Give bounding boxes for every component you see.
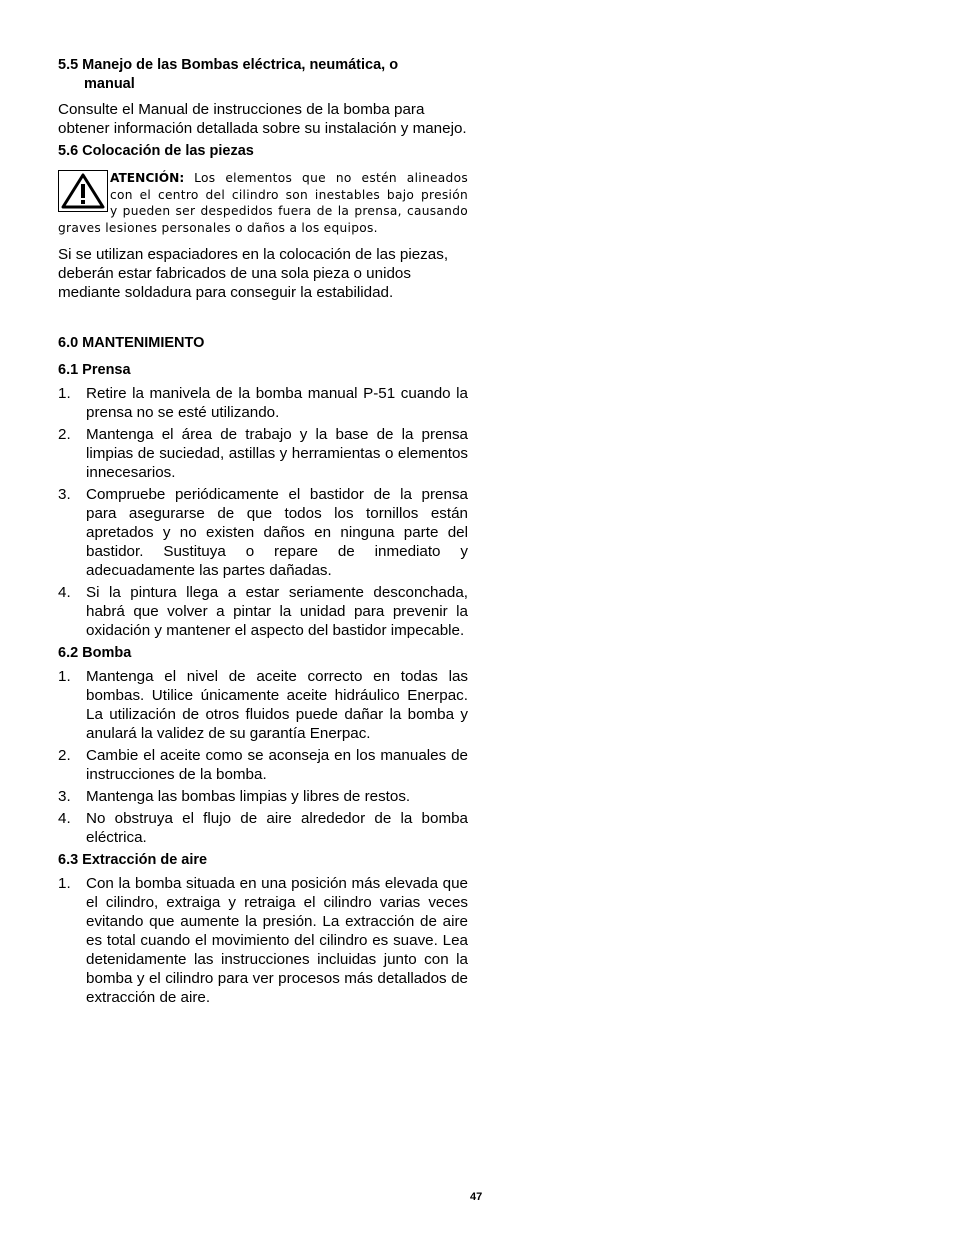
list-item-text: Cambie el aceite como se aconseja en los manuales de instrucciones de la bomba. — [86, 746, 468, 783]
list-item-text: Retire la manivela de la bomba manual P-51 cuando la prensa no se esté utilizando. — [86, 384, 468, 421]
section-5-5-title-line2: manual — [84, 76, 135, 92]
list-item-number: 3. — [58, 787, 71, 805]
warning-line-1 — [58, 170, 468, 187]
list-item-text: Con la bomba situada en una posición más elevada que el cilindro, extraiga y retraiga el cilindro varias veces evitando que aumente la presión. La extracción de aire es total cuando el movimiento del cilindro es suave. Lea detenidamente las instrucciones incluidas junto con la bomba y el cilindro para ver procesos más detallados de extracción de aire. — [86, 874, 468, 1006]
list-item — [58, 485, 468, 580]
list-item-text: Mantenga el área de trabajo y la base de la prensa limpias de suciedad, astillas y herramientas o elementos innecesarios. — [86, 425, 468, 481]
list-item-number: 2. — [58, 425, 71, 443]
warning-icon-box — [58, 170, 108, 212]
warning-triangle-icon — [61, 173, 105, 209]
list-item-number: 2. — [58, 746, 71, 764]
section-5-6-heading: 5.6 Colocación de las piezas — [58, 143, 254, 159]
section-6-2-list — [58, 667, 468, 847]
list-item-number: 1. — [58, 384, 71, 402]
list-item — [58, 787, 468, 806]
page-column — [58, 56, 468, 1007]
warning-block — [58, 170, 468, 237]
warning-label: ATENCIÓN: — [110, 171, 185, 185]
section-6-1-list — [58, 384, 468, 640]
section-6-3-list — [58, 874, 468, 1007]
list-item-text: Mantenga las bombas limpias y libres de restos. — [86, 787, 411, 805]
list-item-number: 3. — [58, 485, 71, 503]
list-item — [58, 384, 468, 422]
section-6-2-heading: 6.2 Bomba — [58, 644, 132, 661]
section-5-5-body: Consulte el Manual de instrucciones de la bomba para obtener información detallada sobre su instalación y manejo. — [58, 101, 467, 137]
section-6-0-heading: 6.0 MANTENIMIENTO — [58, 334, 205, 351]
list-item — [58, 874, 468, 1007]
warning-line-4: graves lesiones personales o daños a los equipos. — [58, 221, 378, 236]
warning-line-1-text: Los elementos que no estén alineados — [194, 171, 468, 185]
section-6-3-heading: 6.3 Extracción de aire — [58, 851, 208, 868]
list-item-number: 4. — [58, 583, 71, 601]
section-5-5-heading — [58, 56, 474, 94]
list-item — [58, 809, 468, 847]
list-item-text: Si la pintura llega a estar seriamente desconchada, habrá que volver a pintar la unidad para prevenir la oxidación y mantener el aspecto del bastidor impecable. — [86, 583, 468, 639]
list-item-number: 1. — [58, 667, 71, 685]
list-item — [58, 746, 468, 784]
section-6-1-heading: 6.1 Prensa — [58, 361, 131, 378]
list-item-number: 4. — [58, 809, 71, 827]
section-5-6-body: Si se utilizan espaciadores en la colocación de las piezas, deberán estar fabricados de una sola pieza o unidos mediante soldadura para conseguir la estabilidad. — [58, 245, 449, 301]
list-item-text: No obstruya el flujo de aire alrededor de la bomba eléctrica. — [86, 809, 468, 846]
warning-line-3: y pueden ser despedidos fuera de la prensa, causando — [110, 204, 468, 219]
list-item — [58, 667, 468, 743]
list-item — [58, 583, 468, 640]
list-item — [58, 425, 468, 482]
list-item-number: 1. — [58, 874, 71, 892]
list-item-text: Mantenga el nivel de aceite correcto en todas las bombas. Utilice únicamente aceite hidráulico Enerpac. La utilización de otros fluidos puede dañar la bomba y anulará la validez de su garantía Enerpac. — [86, 667, 468, 742]
warning-line-2: con el centro del cilindro son inestables bajo presión — [110, 187, 468, 202]
page-number: 47 — [470, 1191, 483, 1203]
list-item-text: Compruebe periódicamente el bastidor de la prensa para asegurarse de que todos los tornillos están apretados y no existen daños en ninguna parte del bastidor. Sustituya o repare de inmediato y adecuadamente las partes dañadas. — [86, 485, 468, 579]
section-5-5-title-line1: 5.5 Manejo de las Bombas eléctrica, neumática, o — [58, 57, 399, 73]
warning-text — [58, 170, 468, 237]
